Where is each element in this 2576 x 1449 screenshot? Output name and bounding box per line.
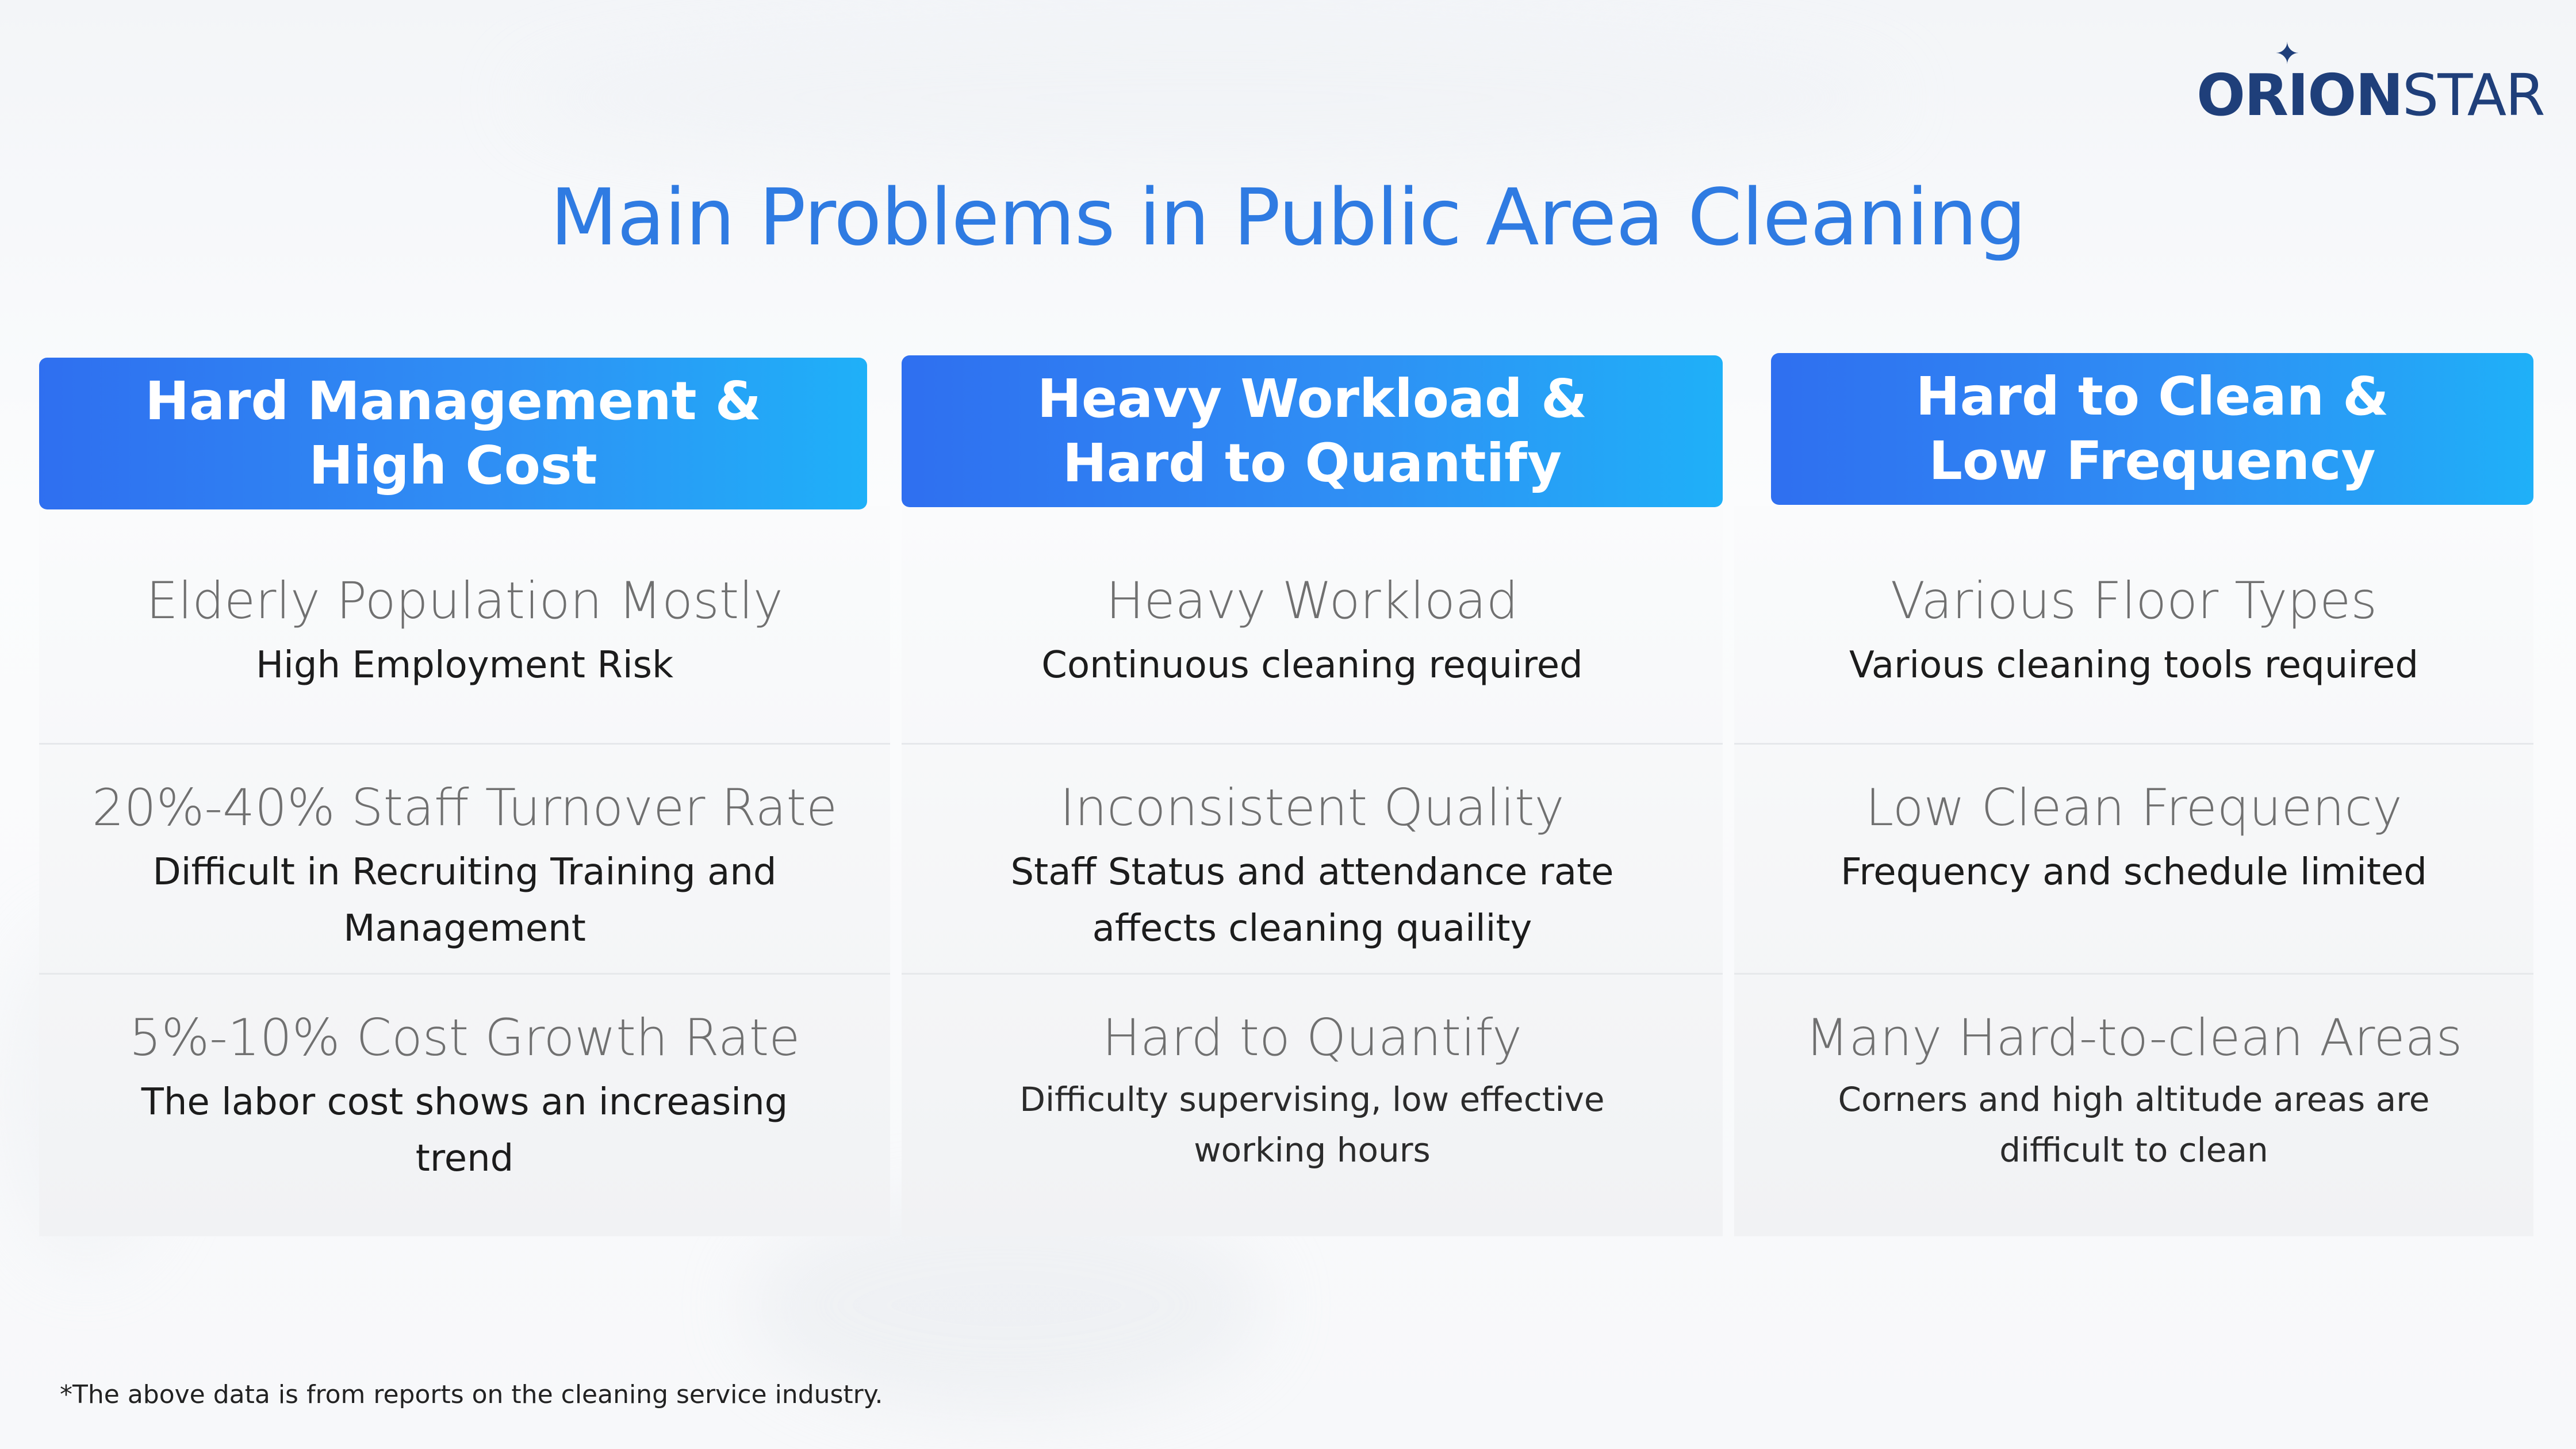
problem-item-title: Inconsistent Quality — [1060, 778, 1565, 837]
problem-item-desc: Staff Status and attendance rate affects cleaning quaility — [1010, 851, 1614, 950]
problem-item-title: Low Clean Frequency — [1865, 778, 2402, 837]
problem-item — [39, 569, 890, 759]
problem-item-desc: Continuous cleaning required — [1041, 644, 1583, 687]
column-header — [39, 358, 867, 509]
background-shape — [518, 23, 1897, 172]
page-title: Main Problems in Public Area Cleaning — [550, 172, 2026, 263]
problem-item — [1734, 569, 2533, 759]
footnote: *The above data is from reports on the cleaning service industry. — [60, 1380, 883, 1409]
problem-column-workload — [902, 356, 1723, 1236]
problem-item-title: Many Hard-to-clean Areas — [1805, 1008, 2463, 1067]
logo-bold-text: ORION — [2196, 62, 2402, 129]
problem-item — [902, 1006, 1723, 1236]
logo-light-text: STAR — [2402, 62, 2544, 129]
column-header — [1771, 353, 2533, 505]
problem-item-desc: Difficult in Recruiting Training and Management — [152, 851, 777, 950]
problem-item-desc: Difficulty supervising, low effective working hours — [1019, 1080, 1605, 1170]
problem-item — [1734, 1006, 2533, 1236]
problem-item — [902, 776, 1723, 1006]
problem-item-title: Hard to Quantify — [1102, 1008, 1523, 1067]
problem-column-management — [39, 356, 890, 1236]
problem-item — [39, 1006, 890, 1236]
problem-item-title: 5%-10% Cost Growth Rate — [129, 1008, 800, 1067]
problem-item-desc: High Employment Risk — [255, 644, 674, 687]
problem-item-title: Heavy Workload — [1106, 571, 1519, 630]
problem-item — [1734, 776, 2533, 1006]
column-header-title: Hard to Clean & Low Frequency — [1915, 366, 2389, 492]
column-header-title: Hard Management & High Cost — [145, 370, 761, 496]
column-header — [902, 355, 1723, 507]
problem-column-cleaning — [1734, 356, 2533, 1236]
column-header-title: Heavy Workload & Hard to Quantify — [1037, 368, 1588, 494]
problem-item-title: Various Floor Types — [1890, 571, 2378, 630]
problem-item-title: 20%-40% Staff Turnover Rate — [91, 778, 838, 837]
problem-item-desc: Various cleaning tools required — [1849, 644, 2418, 687]
four-point-star-icon: ✦ — [2275, 37, 2300, 71]
orionstar-logo — [2196, 37, 2544, 129]
problem-item — [39, 776, 890, 1006]
logo-wordmark — [2196, 62, 2544, 129]
problem-item — [902, 569, 1723, 759]
problem-item-desc: Frequency and schedule limited — [1841, 851, 2427, 894]
problem-item-desc: Corners and high altitude areas are difficult to clean — [1838, 1080, 2430, 1170]
problem-item-title: Elderly Population Mostly — [146, 571, 783, 630]
problem-item-desc: The labor cost shows an increasing trend — [141, 1081, 788, 1180]
